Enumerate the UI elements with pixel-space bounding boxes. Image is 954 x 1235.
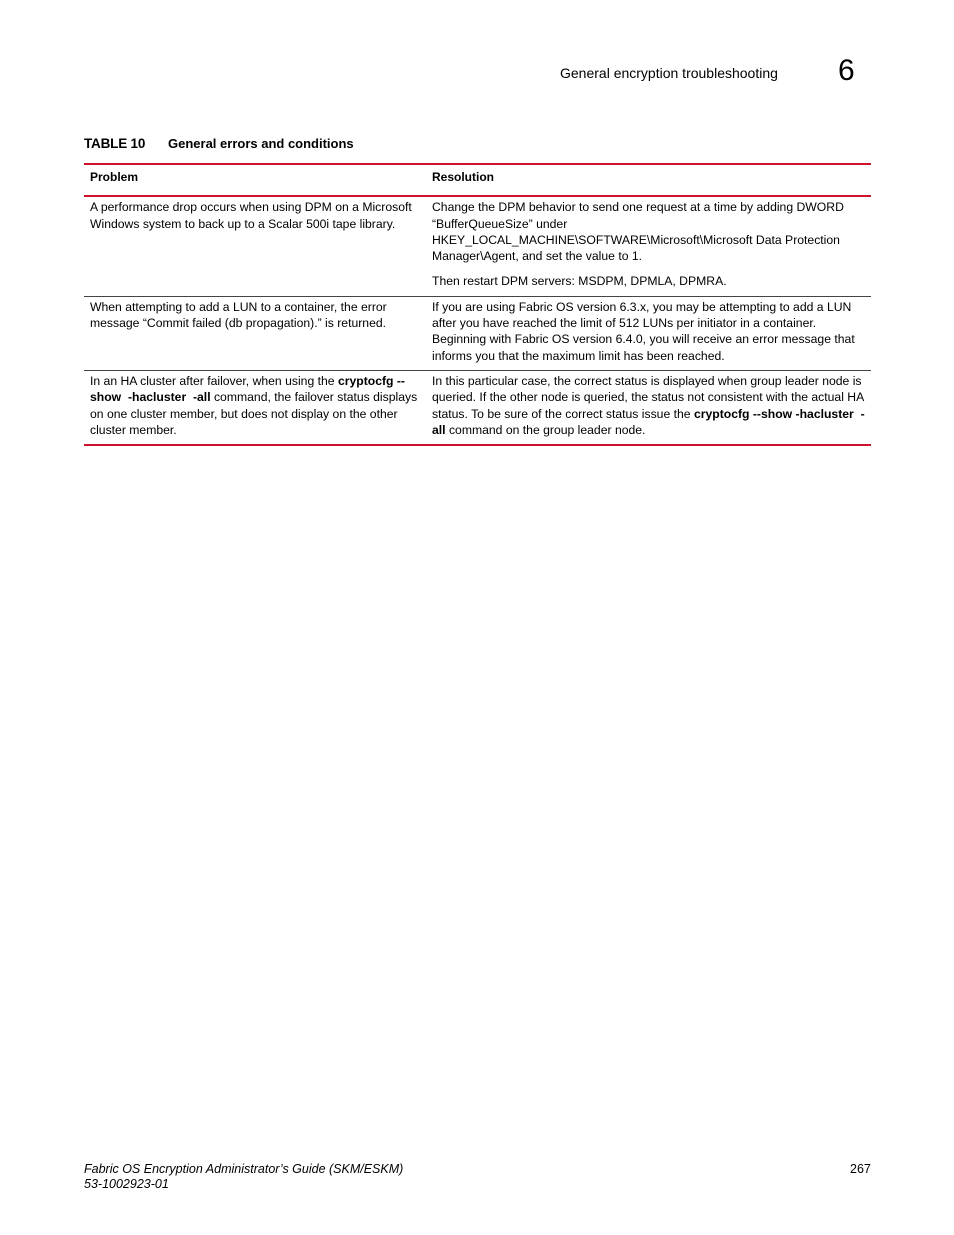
running-header-title: General encryption troubleshooting bbox=[560, 65, 778, 81]
footer-document-title: Fabric OS Encryption Administrator’s Guide (SKM/ESKM) bbox=[84, 1162, 404, 1176]
text-run: In this particular case, the correct status is displayed when group leader node is queried. If the other node is queried, the status not consistent with the actual HA status. To be sure of the correct status issue the bbox=[432, 373, 864, 421]
resolution-cell bbox=[426, 370, 871, 445]
resolution-text: If you are using Fabric OS version 6.3.x, you may be attempting to add a LUN after you have reached the limit of 512 LUNs per initiator in a container. Beginning with Fabric OS version 6.4.0, you will receive an error message that informs you that the maximum limit has been reached. bbox=[432, 299, 855, 363]
problem-cell bbox=[84, 296, 426, 370]
column-header-resolution: Resolution bbox=[432, 170, 494, 184]
table-caption bbox=[84, 136, 354, 151]
command-option-show: --show bbox=[752, 406, 793, 421]
footer-document-number: 53-1002923-01 bbox=[84, 1177, 169, 1191]
text-run bbox=[186, 390, 193, 404]
command-cryptocfg: cryptocfg bbox=[337, 373, 394, 388]
problem-cell bbox=[84, 196, 426, 296]
resolution-text: Then restart DPM servers: MSDPM, DPMLA, DPMRA. bbox=[432, 274, 727, 289]
command-option-all: -all bbox=[432, 406, 865, 437]
resolution-text bbox=[432, 373, 865, 438]
problem-text bbox=[90, 373, 420, 438]
table-row bbox=[84, 196, 871, 296]
resolution-text: Change the DPM behavior to send one request at a time by adding DWORD “BufferQueueSize” under HKEY_LOCAL_MACHINE\SOFTWARE\Microsoft\Microsoft Data Protection Manager\Agent, and set the value to 1. bbox=[432, 200, 844, 264]
table-row bbox=[84, 370, 871, 445]
resolution-cell bbox=[426, 196, 871, 296]
command-option-hacluster: -hacluster bbox=[795, 406, 854, 421]
text-run bbox=[854, 407, 861, 421]
column-header-problem: Problem bbox=[90, 170, 139, 184]
problem-cell bbox=[84, 370, 426, 445]
command-cryptocfg: cryptocfg bbox=[693, 406, 750, 421]
footer-page-number: 267 bbox=[850, 1162, 871, 1176]
table-title: General errors and conditions bbox=[168, 136, 354, 151]
table-header-row bbox=[84, 164, 871, 196]
table-row bbox=[84, 296, 871, 370]
text-run: command, the failover status displays on one cluster member, but does not display on the other cluster member. bbox=[90, 390, 418, 437]
resolution-cell bbox=[426, 296, 871, 370]
command-option-all: -all bbox=[192, 390, 211, 405]
problem-text: When attempting to add a LUN to a container, the error message “Commit failed (db propagation).” is returned. bbox=[90, 299, 387, 331]
command-option-show: --show bbox=[90, 373, 405, 405]
general-errors-table bbox=[84, 163, 871, 446]
chapter-number: 6 bbox=[838, 54, 855, 87]
text-run: In an HA cluster after failover, when using the bbox=[90, 373, 338, 388]
command-option-hacluster: -hacluster bbox=[127, 390, 187, 405]
table-number: TABLE 10 bbox=[84, 136, 146, 151]
problem-text: A performance drop occurs when using DPM on a Microsoft Windows system to back up to a Scalar 500i tape library. bbox=[90, 200, 412, 231]
text-run bbox=[121, 390, 128, 404]
text-run: command on the group leader node. bbox=[445, 422, 646, 437]
